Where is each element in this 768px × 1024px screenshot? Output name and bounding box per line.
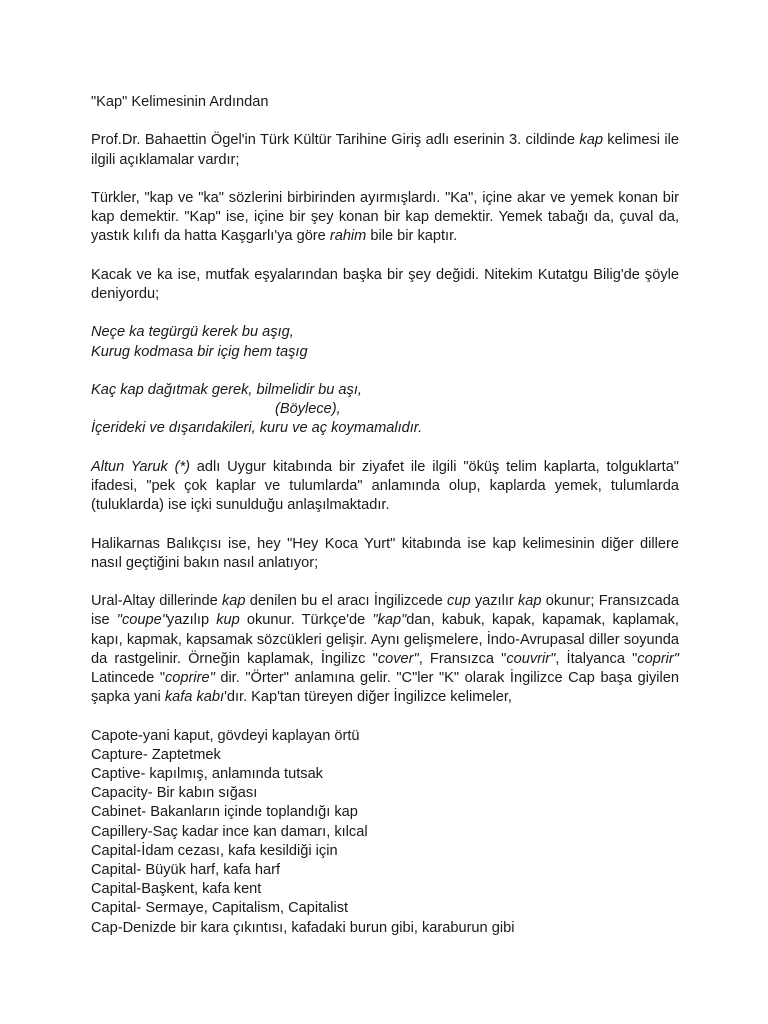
verse-line: Neçe ka tegürgü kerek bu aşıg, (91, 324, 294, 341)
italic-term: coprir" (637, 650, 679, 667)
list-item: Capital- Büyük harf, kafa harf (91, 861, 280, 878)
italic-term: kap (221, 593, 246, 610)
text-span: Prof.Dr. Bahaettin Ögel'in Türk Kültür Tarihine Giriş adlı eserinin 3. cildinde (91, 132, 580, 149)
italic-term: rahim (329, 228, 367, 245)
italic-term: kap (579, 132, 603, 149)
italic-term: Altun Yaruk (*) (91, 458, 191, 475)
text-span: denilen bu el aracı İngilizcede (245, 593, 448, 610)
paragraph-intro (91, 131, 679, 169)
text-span: Türkler, "kap ve "ka" sözlerini birbirinden ayırmışlardı. "Ka", içine akar ve yemek konan bir kap demektir. "Kap" ise, içine bir şey konan bir kap demektir. Yemek tabağı da, çuval da, yastık kılıfı da hatta Kaşgarlı'ya göre (91, 189, 679, 245)
verse-translation (91, 381, 679, 439)
list-item: Capacity- Bir kabın sığası (91, 785, 258, 802)
list-item: Capillery-Saç kadar ince kan damarı, kılcal (91, 823, 368, 840)
text-span: adlı Uygur kitabında bir ziyafet ile ilgili "öküş telim kaplarta, tolguklarta" ifadesi, "pek çok kaplar ve tulumlarda" anlamında olup, kaplarda yemek, tulumlarda (tuluklarda) ise içki sunulduğu anlaşılmaktadır. (91, 458, 679, 514)
paragraph-kacak: Kacak ve ka ise, mutfak eşyalarından başka bir şey değidi. Nitekim Kutatgu Bilig'de şöyle deniyordu; (91, 266, 679, 302)
text-span: okunur; Fransızcada ise (91, 593, 680, 629)
verse-original (91, 323, 679, 361)
list-item: Capital-Başkent, kafa kent (91, 881, 262, 898)
italic-term: couvrir" (506, 650, 556, 667)
italic-term: "kap" (372, 612, 407, 629)
document-title: "Kap" Kelimesinin Ardından (91, 94, 269, 110)
list-item: Cabinet- Bakanların içinde toplandığı kap (91, 804, 358, 821)
verse-line: İçerideki ve dışarıdakileri, kuru ve aç koymamalıdır. (91, 420, 423, 437)
text-span: bile bir kaptır. (366, 228, 458, 245)
text-span: kelimesi ile ilgili açıklamalar vardır; (91, 132, 679, 168)
verse-line: Kaç kap dağıtmak gerek, bilmelidir bu aşı, (91, 381, 362, 398)
document-body (91, 93, 679, 938)
text-span: , Fransızca " (418, 650, 507, 667)
text-span: dan, kabuk, kapak, kapamak, kaplamak, kapı, kapmak, kapsamak sözcükleri gelişir. Aynı gelişmelere, İndo-Avrupasal diller soyunda da rastgelinir. Örneğin kaplamak, İngilizc " (91, 612, 679, 667)
italic-term: coprire" (165, 669, 215, 686)
italic-term: cover" (377, 650, 419, 667)
paragraph-ural-altay (91, 592, 679, 707)
paragraph-altun-yaruk (91, 458, 679, 516)
list-item: Capture- Zaptetmek (91, 746, 221, 763)
list-item: Capote-yani kaput, gövdeyi kaplayan örtü (91, 727, 360, 744)
text-span: Latincede " (91, 669, 165, 686)
text-span: yazılır (470, 593, 518, 610)
italic-term: cup (447, 593, 471, 610)
italic-term: "coupe" (116, 612, 167, 629)
text-span: Ural-Altay dillerinde (91, 593, 222, 610)
word-list (91, 727, 679, 938)
text-span: , İtalyanca " (555, 650, 638, 667)
paragraph-turkler (91, 189, 679, 247)
text-span: dir. "Örter" anlamına gelir. "C"ler "K" olarak İngilizce Cap başa giyilen şapka yani (91, 669, 679, 706)
verse-line: (Böylece), (275, 401, 341, 418)
text-span: 'dır. Kap'tan türeyen diğer İngilizce kelimeler, (224, 689, 512, 706)
verse-line: Kurug kodmasa bir içig hem taşıg (91, 343, 308, 360)
list-item: Cap-Denizde bir kara çıkıntısı, kafadaki burun gibi, karaburun gibi (91, 919, 515, 936)
text-span: yazılıp (166, 612, 217, 629)
paragraph-halikarnas: Halikarnas Balıkçısı ise, hey "Hey Koca Yurt" kitabında ise kap kelimesinin diğer dillere nasıl geçtiğini bakın nasıl anlatıyor; (91, 535, 679, 571)
italic-term: kafa kabı (164, 689, 225, 706)
list-item: Captive- kapılmış, anlamında tutsak (91, 765, 323, 782)
italic-term: kap (518, 593, 542, 610)
list-item: Capital- Sermaye, Capitalism, Capitalist (91, 900, 349, 917)
italic-term: kup (216, 612, 240, 629)
text-span: okunur. Türkçe'de (239, 612, 373, 629)
list-item: Capital-İdam cezası, kafa kesildiği için (91, 842, 338, 859)
